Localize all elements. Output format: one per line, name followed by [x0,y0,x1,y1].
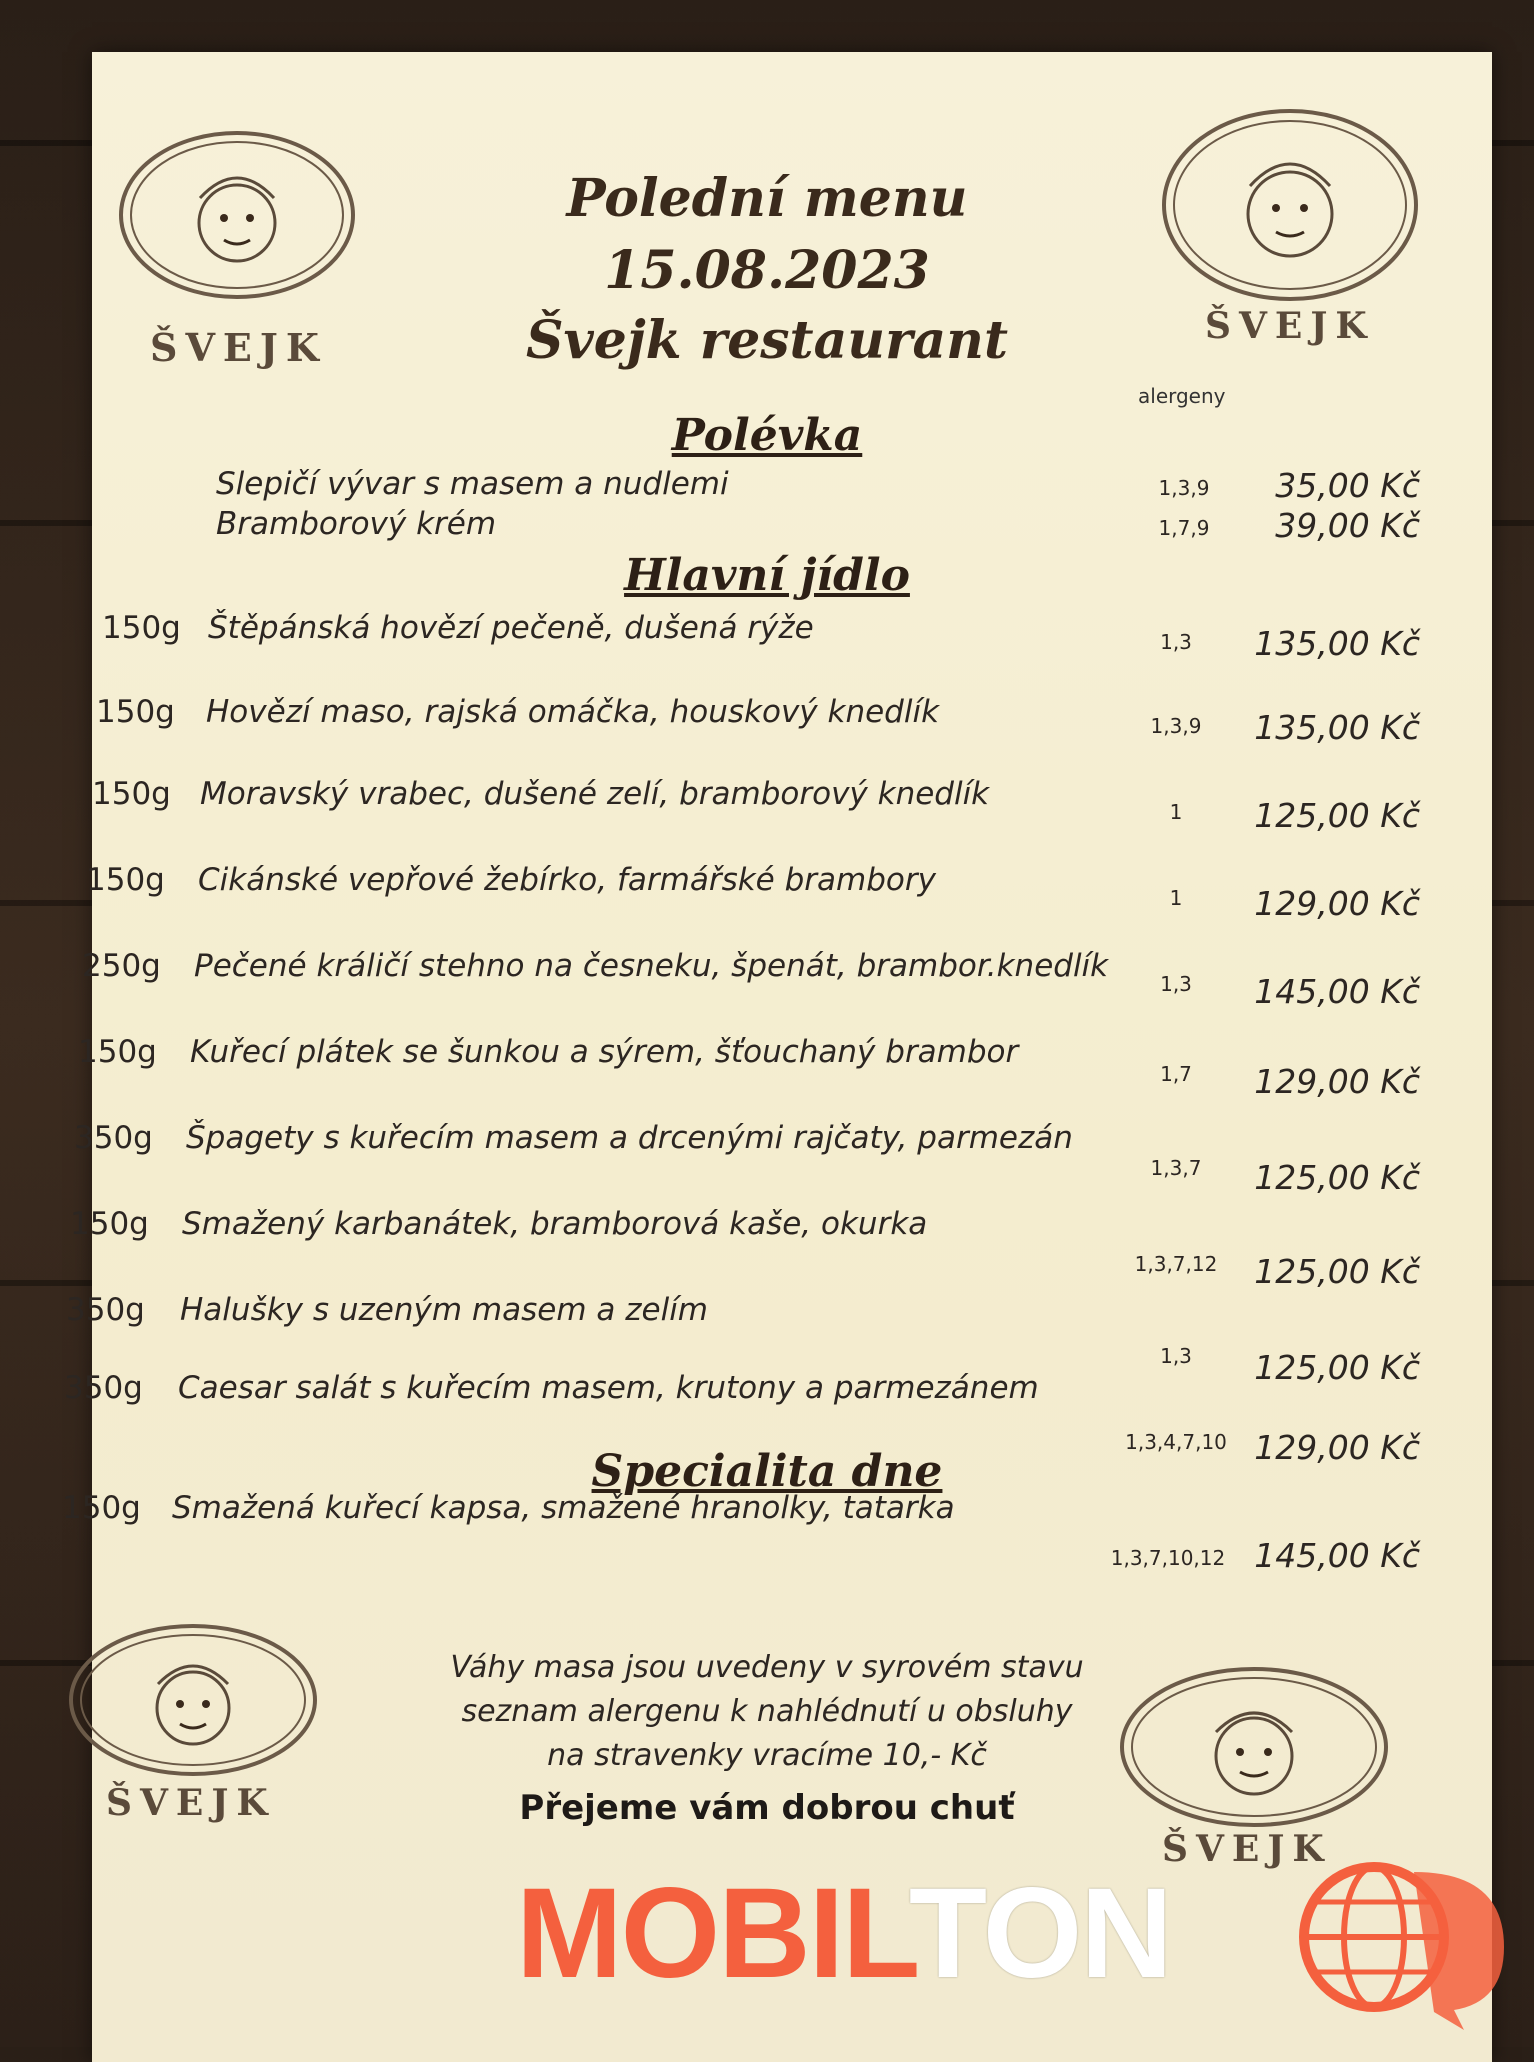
dish-weight: 150g [78,1034,157,1070]
main-dish-row [0,1034,1534,1101]
dish-price: 125,00 Kč [1254,1158,1420,1197]
dish-allergens: 1,3 [1160,630,1192,654]
dish-name: Smažený karbanátek, bramborová kaše, okurka [182,1206,928,1242]
dish-price: 125,00 Kč [1254,796,1420,835]
footer-line-1: Váhy masa jsou uvedeny v syrovém stavu [450,1650,1084,1685]
main-dish-row [0,1292,1534,1387]
dish-allergens: 1,3,9 [1158,476,1210,500]
dish-name: Hovězí maso, rajská omáčka, houskový knedlík [206,694,940,730]
dish-weight: 150g [70,1206,149,1242]
main-dish-row [0,948,1534,1011]
dish-allergens: 1,3,7,10,12 [1110,1546,1226,1570]
section-special: Specialita dne [591,1446,943,1497]
soup-row [0,506,1534,550]
dish-price: 35,00 Kč [1275,466,1420,505]
watermark-part-1: MOBIL [516,1862,909,2005]
special-row [0,1490,1534,1575]
dish-weight: 350g [74,1120,153,1156]
main-dish-row [0,1120,1534,1197]
logo-text-top-right: ŠVEJK [1205,305,1375,347]
dish-name: Smažená kuřecí kapsa, smažené hranolky, tatarka [172,1490,955,1526]
dish-price: 135,00 Kč [1254,708,1420,747]
menu-title: Polední menu [566,168,968,229]
logo-text-bottom-left: ŠVEJK [106,1782,276,1824]
dish-price: 125,00 Kč [1254,1348,1420,1387]
mobilton-watermark [516,1860,1171,2007]
dish-allergens: 1,3,7 [1150,1156,1202,1180]
dish-weight: 150g [96,694,175,730]
dish-allergens: 1,3,9 [1150,714,1202,738]
dish-allergens: 1 [1169,800,1183,824]
main-dish-row [0,1206,1534,1291]
main-dish-row [0,862,1534,923]
section-main: Hlavní jídlo [624,550,910,601]
dish-weight: 250g [82,948,161,984]
dish-price: 129,00 Kč [1254,1062,1420,1101]
dish-weight: 150g [86,862,165,898]
dish-price: 145,00 Kč [1254,1536,1420,1575]
dish-price: 125,00 Kč [1254,1252,1420,1291]
section-soup: Polévka [671,410,863,461]
dish-allergens: 1 [1169,886,1183,910]
watermark-part-2: TON [908,1862,1171,2005]
dish-allergens: 1,7 [1160,1062,1192,1086]
dish-weight: 150g [92,776,171,812]
dish-price: 129,00 Kč [1254,884,1420,923]
main-dish-row [0,776,1534,835]
dish-name: Moravský vrabec, dušené zelí, bramborový knedlík [200,776,990,812]
dish-name: Bramborový krém [216,506,497,542]
dish-allergens: 1,7,9 [1158,516,1210,540]
dish-allergens: 1,3,4,7,10 [1125,1430,1227,1454]
dish-name: Štěpánská hovězí pečeně, dušená rýže [208,610,814,646]
main-dish-row [0,610,1534,663]
dish-price: 145,00 Kč [1254,972,1420,1011]
dish-name: Slepičí vývar s masem a nudlemi [216,466,729,502]
globe-icon [1294,1852,1514,2036]
footer-line-3: na stravenky vracíme 10,- Kč [547,1738,987,1773]
dish-allergens: 1,3,7,12 [1134,1252,1218,1276]
logo-text-top-left: ŠVEJK [150,325,327,370]
footer-line-2: seznam alergenu k nahlédnutí u obsluhy [461,1694,1073,1729]
dish-weight: 350g [66,1292,145,1328]
dish-price: 129,00 Kč [1254,1428,1420,1467]
dish-allergens: 1,3 [1160,1344,1192,1368]
dish-price: 135,00 Kč [1254,624,1420,663]
dish-name: Pečené králičí stehno na česneku, špenát, brambor.knedlík [194,948,1109,984]
footer-greeting: Přejeme vám dobrou chuť [519,1788,1015,1828]
allergens-header: alergeny [1138,384,1226,408]
dish-name: Caesar salát s kuřecím masem, krutony a parmezánem [178,1370,1039,1406]
main-dish-row [0,694,1534,747]
logo-text-bottom-right: ŠVEJK [1162,1828,1332,1870]
dish-price: 39,00 Kč [1275,506,1420,545]
dish-weight: 150g [102,610,181,646]
main-dish-row [0,1370,1534,1467]
restaurant-name: Švejk restaurant [526,310,1008,371]
menu-date: 15.08.2023 [604,240,930,301]
dish-name: Špagety s kuřecím masem a drcenými rajčaty, parmezán [186,1120,1073,1156]
dish-name: Halušky s uzeným masem a zelím [180,1292,708,1328]
dish-allergens: 1,3 [1160,972,1192,996]
dish-name: Kuřecí plátek se šunkou a sýrem, šťouchaný brambor [190,1034,1019,1070]
dish-weight: 350g [64,1370,143,1406]
dish-weight: 150g [62,1490,141,1526]
soup-row [0,466,1534,510]
dish-name: Cikánské vepřové žebírko, farmářské brambory [198,862,936,898]
